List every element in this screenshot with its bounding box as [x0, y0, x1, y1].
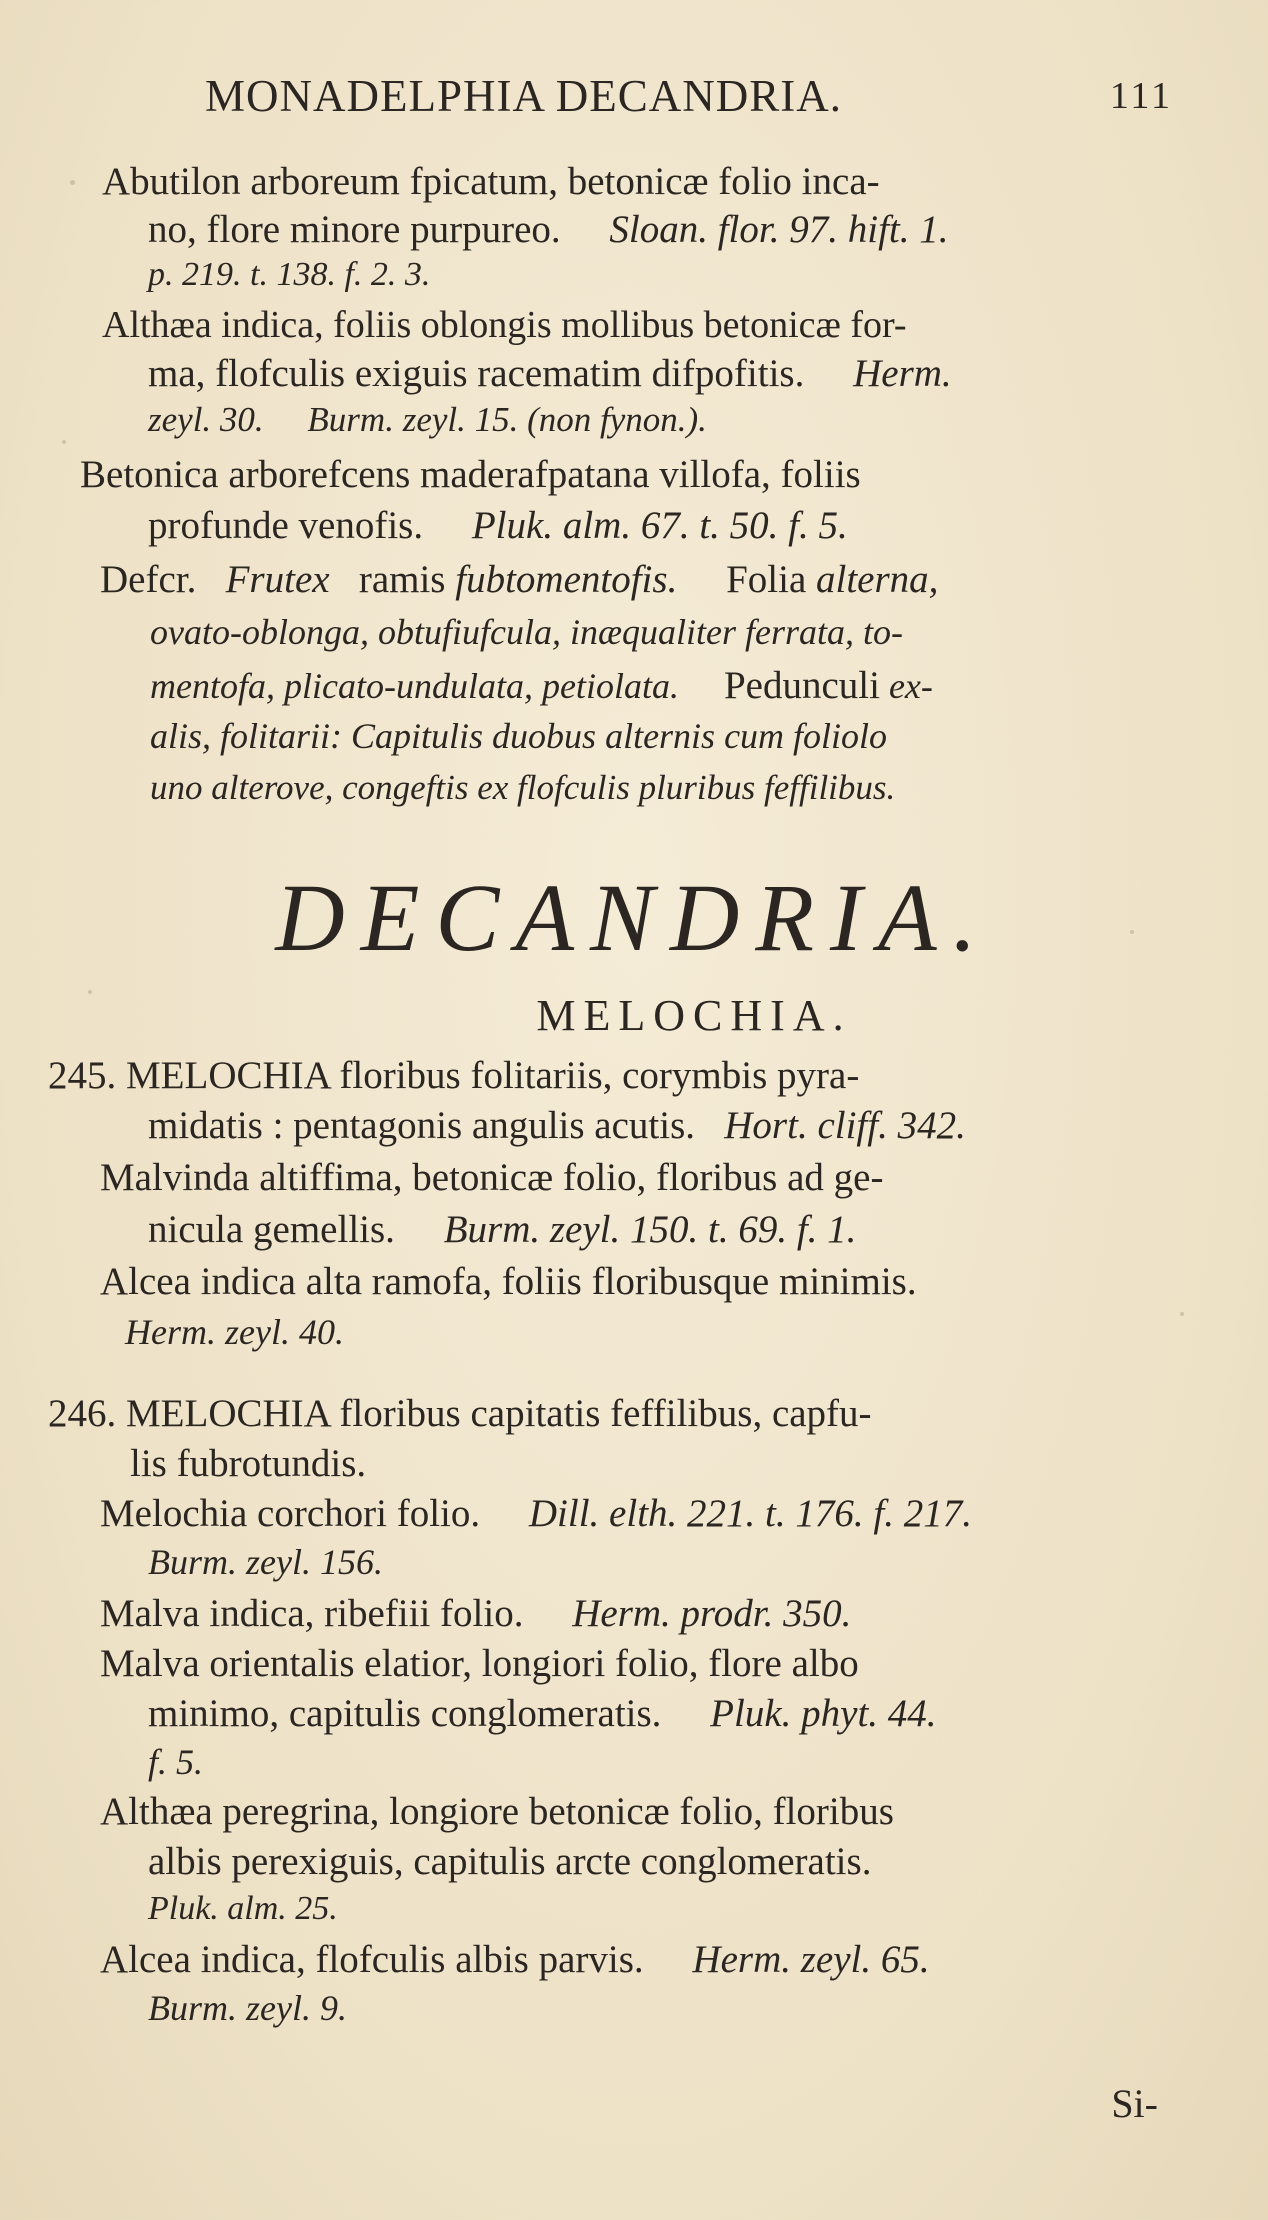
text-line: minimo, capitulis conglomeratis. Pluk. phyt. 44. [148, 1692, 937, 1735]
section-title: DECANDRIA. [275, 864, 993, 971]
genus-title: MELOCHIA. [536, 991, 852, 1040]
text-line: ovato-oblonga, obtufiufcula, inæqualiter ferrata, to- [150, 612, 903, 652]
text-line: uno alterove, congeftis ex flofculis pluribus feffilibus. [150, 768, 896, 807]
text-line: no, flore minore purpureo. Sloan. flor. 97. hift. 1. [148, 208, 949, 251]
text-line: profunde venofis. Pluk. alm. 67. t. 50. f. 5. [148, 504, 848, 547]
text-line: Althæa peregrina, longiore betonicæ folio, floribus [100, 1790, 894, 1833]
text-line: midatis : pentagonis angulis acutis. Hort. cliff. 342. [148, 1104, 966, 1147]
text-line: Abutilon arboreum fpicatum, betonicæ folio inca- [102, 160, 880, 203]
text-line: Alcea indica, flofculis albis parvis. Herm. zeyl. 65. [100, 1938, 930, 1981]
species-entry: 246. MELOCHIA floribus capitatis feffilibus, capfu- [48, 1392, 872, 1435]
text-line: Melochia corchori folio. Dill. elth. 221. t. 176. f. 217. [100, 1492, 972, 1535]
text-line: p. 219. t. 138. f. 2. 3. [148, 256, 431, 293]
page-header [205, 70, 1195, 130]
text-line: Alcea indica alta ramofa, foliis floribusque minimis. [100, 1260, 917, 1303]
text-line: mentofa, plicato-undulata, petiolata. Pedunculi ex- [150, 664, 933, 707]
text-line: zeyl. 30. Burm. zeyl. 15. (non fynon.). [148, 400, 707, 439]
text-line: Malva orientalis elatior, longiori folio, flore albo [100, 1642, 859, 1685]
catchword: Si- [1111, 2081, 1158, 2126]
ink-speck [1130, 930, 1134, 934]
text-line: Burm. zeyl. 9. [148, 1988, 347, 2028]
text-line: albis perexiguis, capitulis arcte conglomeratis. [148, 1840, 872, 1883]
text-line: ma, flofculis exiguis racematim difpofitis. Herm. [148, 352, 952, 395]
text-line: lis fubrotundis. [130, 1442, 367, 1485]
page-number: 111 [1109, 75, 1173, 117]
text-line: Betonica arborefcens maderafpatana villofa, foliis [80, 453, 861, 496]
ink-speck [62, 440, 66, 444]
text-line: Althæa indica, foliis oblongis mollibus betonicæ for- [102, 304, 907, 346]
ink-speck [70, 180, 75, 185]
text-line: Malvinda altiffima, betonicæ folio, floribus ad ge- [100, 1156, 884, 1199]
text-line: Herm. zeyl. 40. [125, 1312, 344, 1352]
text-line: alis, folitarii: Capitulis duobus alternis cum foliolo [150, 716, 888, 756]
ink-speck [1180, 1312, 1184, 1316]
text-line: f. 5. [148, 1742, 204, 1782]
species-entry: 245. MELOCHIA floribus folitariis, corymbis pyra- [48, 1054, 860, 1097]
ink-speck [88, 990, 92, 994]
text-line: nicula gemellis. Burm. zeyl. 150. t. 69. f. 1. [148, 1208, 857, 1251]
text-line: Defcr. Frutex ramis fubtomentofis. Folia alterna, [100, 558, 939, 601]
text-line: Burm. zeyl. 156. [148, 1542, 383, 1582]
text-line: Malva indica, ribefiii folio. Herm. prodr. 350. [100, 1592, 852, 1635]
text-line: Pluk. alm. 25. [148, 1890, 338, 1927]
running-title: MONADELPHIA DECANDRIA. [205, 71, 842, 121]
